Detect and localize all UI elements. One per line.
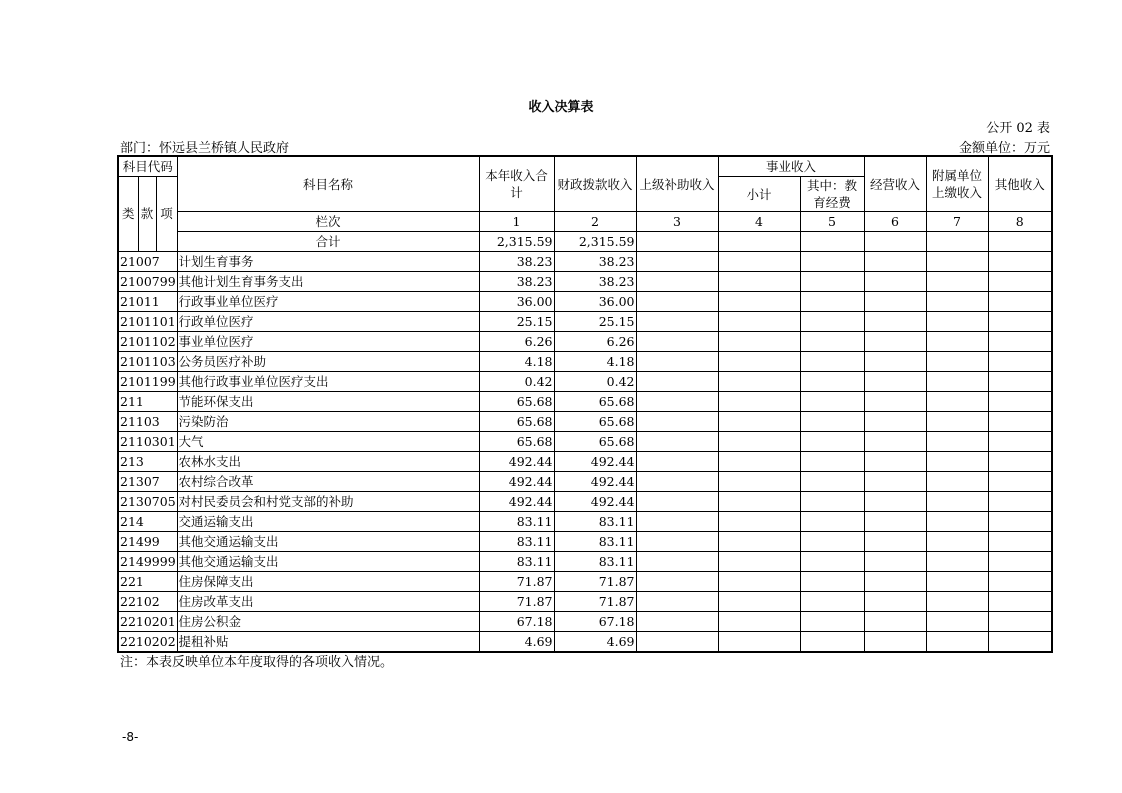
row-col1: 492.44 (479, 492, 554, 512)
row-col6 (864, 592, 926, 612)
row-col2: 492.44 (554, 492, 636, 512)
row-col1: 0.42 (479, 372, 554, 392)
col7-header: 附属单位上缴收入 (926, 156, 988, 212)
row-subject-name: 行政事业单位医疗 (177, 292, 479, 312)
row-col8 (988, 372, 1052, 392)
row-col1: 492.44 (479, 472, 554, 492)
column-number: 2 (554, 212, 636, 232)
table-row (118, 332, 1052, 352)
table-row (118, 272, 1052, 292)
row-col4 (718, 412, 800, 432)
row-col5 (800, 612, 864, 632)
header-row (118, 156, 1052, 177)
row-code: 21007 (118, 252, 177, 272)
row-col7 (926, 612, 988, 632)
row-col7 (926, 392, 988, 412)
row-col7 (926, 372, 988, 392)
row-col2: 4.18 (554, 352, 636, 372)
row-col3 (636, 452, 718, 472)
row-col5 (800, 432, 864, 452)
row-col4 (718, 372, 800, 392)
total-col7 (926, 232, 988, 252)
row-col2: 38.23 (554, 252, 636, 272)
shiye-group-header: 事业收入 (718, 156, 864, 177)
row-col5 (800, 632, 864, 653)
row-col6 (864, 512, 926, 532)
row-col6 (864, 552, 926, 572)
row-col7 (926, 532, 988, 552)
row-code: 2101199 (118, 372, 177, 392)
row-col2: 65.68 (554, 412, 636, 432)
row-subject-name: 污染防治 (177, 412, 479, 432)
col8-header: 其他收入 (988, 156, 1052, 212)
row-col1: 83.11 (479, 552, 554, 572)
table-row (118, 312, 1052, 332)
row-code: 21011 (118, 292, 177, 312)
row-col7 (926, 272, 988, 292)
row-col5 (800, 332, 864, 352)
table-row (118, 452, 1052, 472)
row-col3 (636, 252, 718, 272)
row-col6 (864, 572, 926, 592)
row-col8 (988, 312, 1052, 332)
total-col6 (864, 232, 926, 252)
row-col1: 67.18 (479, 612, 554, 632)
row-col7 (926, 632, 988, 653)
row-col2: 492.44 (554, 472, 636, 492)
row-col7 (926, 412, 988, 432)
table-row (118, 592, 1052, 612)
row-col1: 6.26 (479, 332, 554, 352)
row-col1: 71.87 (479, 592, 554, 612)
column-number: 8 (988, 212, 1052, 232)
row-col5 (800, 552, 864, 572)
table-row (118, 432, 1052, 452)
row-col5 (800, 512, 864, 532)
row-col6 (864, 332, 926, 352)
row-subject-name: 事业单位医疗 (177, 332, 479, 352)
row-col3 (636, 432, 718, 452)
row-col8 (988, 432, 1052, 452)
row-col1: 71.87 (479, 572, 554, 592)
row-col8 (988, 252, 1052, 272)
row-col4 (718, 312, 800, 332)
row-col8 (988, 272, 1052, 292)
row-col1: 4.18 (479, 352, 554, 372)
table-note: 注：本表反映单位本年度取得的各项收入情况。 (120, 655, 394, 670)
row-col4 (718, 252, 800, 272)
row-col5 (800, 492, 864, 512)
row-col6 (864, 492, 926, 512)
total-label: 合计 (177, 232, 479, 252)
row-code: 22102 (118, 592, 177, 612)
row-col7 (926, 352, 988, 372)
row-col6 (864, 412, 926, 432)
row-col3 (636, 492, 718, 512)
row-col6 (864, 432, 926, 452)
row-col7 (926, 572, 988, 592)
row-col6 (864, 272, 926, 292)
table-row (118, 492, 1052, 512)
row-col7 (926, 472, 988, 492)
row-col3 (636, 392, 718, 412)
column-number: 3 (636, 212, 718, 232)
row-col5 (800, 352, 864, 372)
row-col2: 83.11 (554, 552, 636, 572)
row-col3 (636, 332, 718, 352)
row-code: 2210202 (118, 632, 177, 653)
row-col6 (864, 372, 926, 392)
total-col8 (988, 232, 1052, 252)
row-code: 2130705 (118, 492, 177, 512)
row-col4 (718, 392, 800, 412)
table-row (118, 532, 1052, 552)
row-col3 (636, 372, 718, 392)
row-subject-name: 行政单位医疗 (177, 312, 479, 332)
row-col4 (718, 452, 800, 472)
row-col5 (800, 472, 864, 492)
row-col3 (636, 292, 718, 312)
row-col8 (988, 572, 1052, 592)
total-col4 (718, 232, 800, 252)
column-number: 1 (479, 212, 554, 232)
row-col7 (926, 292, 988, 312)
row-code: 214 (118, 512, 177, 532)
code-group-header (118, 156, 177, 177)
row-col2: 4.69 (554, 632, 636, 653)
row-col5 (800, 572, 864, 592)
row-subject-name: 公务员医疗补助 (177, 352, 479, 372)
row-col2: 83.11 (554, 512, 636, 532)
column-number: 7 (926, 212, 988, 232)
row-subject-name: 提租补贴 (177, 632, 479, 653)
row-col6 (864, 472, 926, 492)
department-label: 部门：怀远县兰桥镇人民政府 (120, 141, 290, 156)
row-col5 (800, 312, 864, 332)
row-col5 (800, 532, 864, 552)
row-col2: 36.00 (554, 292, 636, 312)
row-col1: 38.23 (479, 252, 554, 272)
row-col6 (864, 392, 926, 412)
row-col7 (926, 332, 988, 352)
row-col8 (988, 332, 1052, 352)
row-col5 (800, 452, 864, 472)
row-col4 (718, 272, 800, 292)
row-col6 (864, 632, 926, 653)
row-code: 21307 (118, 472, 177, 492)
col2-header: 财政拨款收入 (554, 156, 636, 212)
row-col2: 0.42 (554, 372, 636, 392)
row-col3 (636, 552, 718, 572)
row-col4 (718, 512, 800, 532)
row-col4 (718, 432, 800, 452)
row-code: 21499 (118, 532, 177, 552)
row-col1: 25.15 (479, 312, 554, 332)
row-subject-name: 住房公积金 (177, 612, 479, 632)
row-subject-name: 其他交通运输支出 (177, 552, 479, 572)
row-col2: 83.11 (554, 532, 636, 552)
row-col2: 25.15 (554, 312, 636, 332)
row-col2: 492.44 (554, 452, 636, 472)
row-col8 (988, 612, 1052, 632)
row-col8 (988, 452, 1052, 472)
row-col3 (636, 512, 718, 532)
row-col3 (636, 572, 718, 592)
total-col5 (800, 232, 864, 252)
column-number: 6 (864, 212, 926, 232)
row-col8 (988, 412, 1052, 432)
table-row (118, 632, 1052, 653)
row-subject-name: 大气 (177, 432, 479, 452)
row-col1: 4.69 (479, 632, 554, 653)
row-col8 (988, 392, 1052, 412)
row-col1: 65.68 (479, 412, 554, 432)
row-col5 (800, 292, 864, 312)
row-code: 2101101 (118, 312, 177, 332)
column-number: 4 (718, 212, 800, 232)
row-code: 21103 (118, 412, 177, 432)
row-col8 (988, 492, 1052, 512)
row-subject-name: 计划生育事务 (177, 252, 479, 272)
col6-header: 经营收入 (864, 156, 926, 212)
page-number: -8- (122, 730, 139, 744)
row-col4 (718, 592, 800, 612)
column-number-row (118, 212, 1052, 232)
row-col2: 6.26 (554, 332, 636, 352)
row-col2: 65.68 (554, 392, 636, 412)
row-col1: 36.00 (479, 292, 554, 312)
row-col2: 38.23 (554, 272, 636, 292)
column-number: 5 (800, 212, 864, 232)
row-col6 (864, 452, 926, 472)
row-col1: 83.11 (479, 512, 554, 532)
subject-name-header: 科目名称 (177, 156, 479, 212)
row-col4 (718, 472, 800, 492)
row-subject-name: 对村民委员会和村党支部的补助 (177, 492, 479, 512)
row-col2: 71.87 (554, 572, 636, 592)
row-subject-name: 住房改革支出 (177, 592, 479, 612)
table-row (118, 572, 1052, 592)
row-col8 (988, 352, 1052, 372)
row-code: 2101102 (118, 332, 177, 352)
row-subject-name: 农村综合改革 (177, 472, 479, 492)
table-row (118, 612, 1052, 632)
row-col1: 492.44 (479, 452, 554, 472)
row-col8 (988, 632, 1052, 653)
row-col2: 65.68 (554, 432, 636, 452)
table-row (118, 472, 1052, 492)
row-col6 (864, 352, 926, 372)
row-col1: 65.68 (479, 392, 554, 412)
total-col1: 2,315.59 (479, 232, 554, 252)
table-row (118, 392, 1052, 412)
row-col5 (800, 252, 864, 272)
code-xiang-header: 项 (156, 177, 177, 252)
row-col6 (864, 532, 926, 552)
row-code: 2149999 (118, 552, 177, 572)
row-col1: 65.68 (479, 432, 554, 452)
table-row (118, 512, 1052, 532)
row-code: 2210201 (118, 612, 177, 632)
code-kuan-header: 款 (138, 177, 156, 252)
row-col4 (718, 632, 800, 653)
row-col7 (926, 252, 988, 272)
row-col3 (636, 612, 718, 632)
table-row (118, 552, 1052, 572)
page-title: 收入决算表 (528, 100, 594, 115)
table-row (118, 292, 1052, 312)
row-col6 (864, 252, 926, 272)
row-col8 (988, 512, 1052, 532)
col1-header: 本年收入合计 (479, 156, 554, 212)
table-row (118, 372, 1052, 392)
col5-header: 其中：教育经费 (800, 177, 864, 212)
row-col5 (800, 272, 864, 292)
row-col8 (988, 292, 1052, 312)
row-col3 (636, 532, 718, 552)
row-col5 (800, 372, 864, 392)
row-col5 (800, 412, 864, 432)
row-col8 (988, 592, 1052, 612)
row-code: 2101103 (118, 352, 177, 372)
row-subject-name: 农林水支出 (177, 452, 479, 472)
total-row (118, 232, 1052, 252)
row-subject-name: 其他计划生育事务支出 (177, 272, 479, 292)
row-col8 (988, 532, 1052, 552)
row-col3 (636, 472, 718, 492)
row-col6 (864, 292, 926, 312)
row-col8 (988, 472, 1052, 492)
row-col7 (926, 312, 988, 332)
row-col6 (864, 312, 926, 332)
row-subject-name: 其他行政事业单位医疗支出 (177, 372, 479, 392)
row-col6 (864, 612, 926, 632)
row-code: 2100799 (118, 272, 177, 292)
row-subject-name: 交通运输支出 (177, 512, 479, 532)
col3-header: 上级补助收入 (636, 156, 718, 212)
row-col3 (636, 632, 718, 653)
form-number: 公开 02 表 (986, 121, 1050, 136)
row-col2: 71.87 (554, 592, 636, 612)
row-subject-name: 其他交通运输支出 (177, 532, 479, 552)
row-col7 (926, 492, 988, 512)
row-col1: 38.23 (479, 272, 554, 292)
row-col3 (636, 272, 718, 292)
row-col4 (718, 552, 800, 572)
row-col3 (636, 312, 718, 332)
table-row (118, 352, 1052, 372)
row-col3 (636, 412, 718, 432)
total-col2: 2,315.59 (554, 232, 636, 252)
row-subject-name: 节能环保支出 (177, 392, 479, 412)
row-col4 (718, 332, 800, 352)
row-col7 (926, 432, 988, 452)
total-col3 (636, 232, 718, 252)
column-number-label: 栏次 (177, 212, 479, 232)
row-col5 (800, 592, 864, 612)
amount-unit-label: 金额单位：万元 (958, 141, 1050, 156)
row-code: 211 (118, 392, 177, 412)
code-group-label: 科目代码 (122, 158, 173, 174)
row-col4 (718, 572, 800, 592)
row-col7 (926, 592, 988, 612)
row-subject-name: 住房保障支出 (177, 572, 479, 592)
row-col3 (636, 352, 718, 372)
col4-header: 小计 (718, 177, 800, 212)
row-col4 (718, 352, 800, 372)
row-col1: 83.11 (479, 532, 554, 552)
row-code: 2110301 (118, 432, 177, 452)
row-col7 (926, 552, 988, 572)
row-col5 (800, 392, 864, 412)
code-lei-header: 类 (118, 177, 138, 252)
row-col4 (718, 492, 800, 512)
row-col4 (718, 612, 800, 632)
row-col4 (718, 532, 800, 552)
income-table (117, 155, 1053, 653)
row-code: 221 (118, 572, 177, 592)
row-col8 (988, 552, 1052, 572)
row-col3 (636, 592, 718, 612)
table-row (118, 412, 1052, 432)
table-row (118, 252, 1052, 272)
row-col2: 67.18 (554, 612, 636, 632)
row-col4 (718, 292, 800, 312)
row-code: 213 (118, 452, 177, 472)
row-col7 (926, 452, 988, 472)
row-col7 (926, 512, 988, 532)
